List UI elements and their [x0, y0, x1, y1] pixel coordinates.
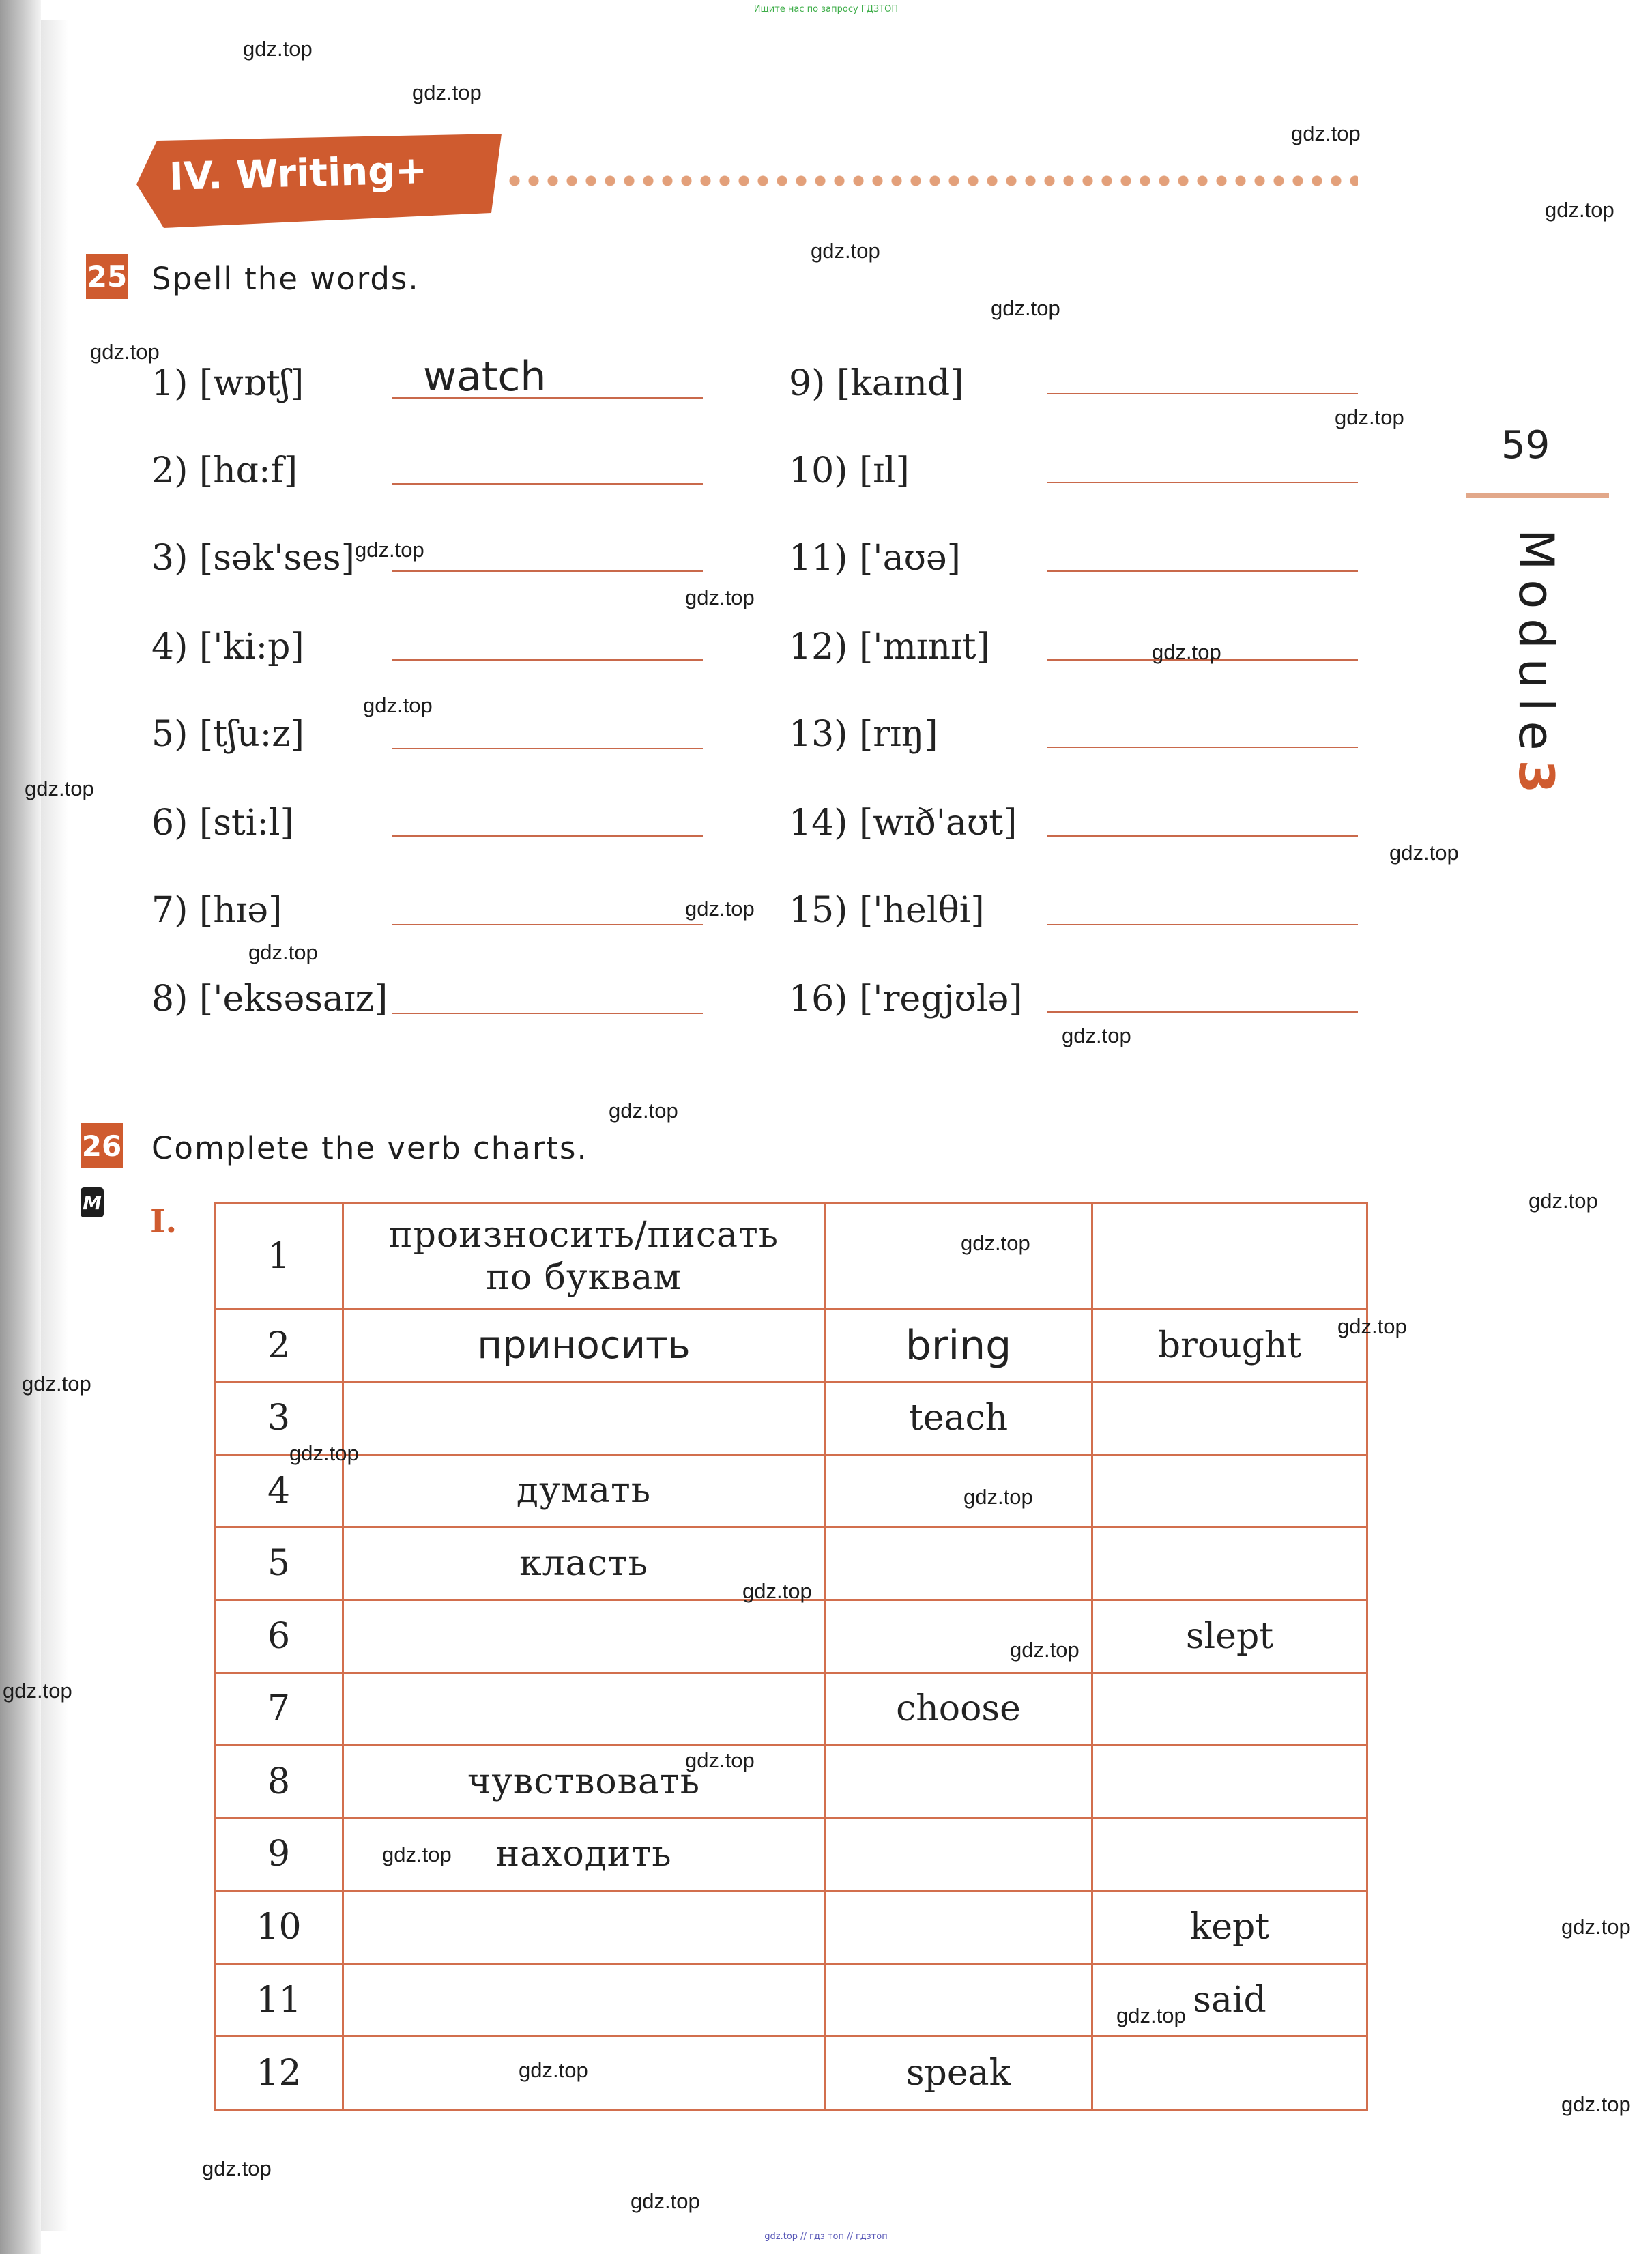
- table-row: [215, 1963, 1367, 2036]
- answer-line[interactable]: [1047, 835, 1358, 837]
- answer-line[interactable]: [392, 659, 703, 661]
- answer-line[interactable]: [392, 1013, 703, 1014]
- row-number: 3: [215, 1382, 343, 1455]
- infinitive-cell[interactable]: [825, 1454, 1092, 1527]
- answer-line[interactable]: [392, 570, 703, 572]
- answer-line[interactable]: [1047, 570, 1358, 572]
- phonetic-item: 3) [sək'ses]: [151, 538, 355, 579]
- watermark: gdz.top: [25, 777, 94, 800]
- watermark: gdz.top: [22, 1372, 91, 1396]
- watermark: gdz.top: [685, 897, 755, 921]
- past-form-cell[interactable]: [1092, 1673, 1367, 1746]
- watermark: gdz.top: [1116, 2004, 1186, 2027]
- answer-line[interactable]: [392, 748, 703, 749]
- watermark: gdz.top: [1528, 1189, 1598, 1213]
- phonetic-item: 16) ['regjʊlə]: [789, 979, 1023, 1020]
- phonetic-item: 7) [hɪə]: [151, 890, 282, 931]
- past-form-cell: slept: [1092, 1600, 1367, 1673]
- past-form-cell: brought: [1092, 1309, 1367, 1382]
- answer-line[interactable]: [1047, 924, 1358, 925]
- module-number: 3: [1508, 760, 1564, 803]
- watermark: gdz.top: [289, 1441, 359, 1465]
- table-row: [215, 1600, 1367, 1673]
- russian-verb: чувствовать: [343, 1746, 825, 1819]
- answer-line[interactable]: [392, 924, 703, 925]
- phonetic-item: 6) [sti:l]: [151, 803, 294, 843]
- row-number: 1: [215, 1204, 343, 1310]
- watermark: gdz.top: [685, 586, 755, 609]
- chart-part-label: I.: [150, 1202, 177, 1241]
- watermark: gdz.top: [1010, 1638, 1079, 1662]
- phonetic-item: 5) [tʃu:z]: [151, 714, 304, 755]
- row-number: 12: [215, 2036, 343, 2111]
- page-number: 59: [1501, 423, 1550, 467]
- task-25-badge: 25: [86, 254, 128, 299]
- phonetic-item: 10) [ɪl]: [789, 450, 910, 491]
- past-form-cell[interactable]: [1092, 2036, 1367, 2111]
- infinitive-cell[interactable]: [825, 1891, 1092, 1964]
- watermark: gdz.top: [1337, 1314, 1407, 1338]
- russian-verb[interactable]: [343, 1891, 825, 1964]
- answer-line[interactable]: [1047, 482, 1358, 483]
- answer-line[interactable]: [1047, 747, 1358, 748]
- watermark: gdz.top: [961, 1231, 1030, 1255]
- row-number: 8: [215, 1746, 343, 1819]
- russian-verb: находить: [343, 1818, 825, 1891]
- module-label: [1508, 529, 1564, 815]
- answer-line[interactable]: [392, 483, 703, 485]
- past-form-cell[interactable]: [1092, 1382, 1367, 1455]
- phonetic-item: 11) ['aʊə]: [789, 538, 961, 579]
- row-number: 6: [215, 1600, 343, 1673]
- bottom-note: gdz.top // гдз топ // гдзтоп: [764, 2231, 888, 2242]
- table-row: [215, 1309, 1367, 1382]
- watermark: gdz.top: [991, 296, 1060, 320]
- table-row: [215, 1382, 1367, 1455]
- infinitive-cell[interactable]: [825, 1204, 1092, 1310]
- watermark: gdz.top: [363, 693, 433, 717]
- watermark: gdz.top: [609, 1099, 678, 1123]
- watermark: gdz.top: [1561, 1915, 1631, 1939]
- watermark: gdz.top: [631, 2189, 700, 2213]
- russian-verb[interactable]: [343, 1382, 825, 1455]
- verb-chart: [214, 1202, 1366, 2111]
- infinitive-cell[interactable]: bring: [825, 1309, 1092, 1382]
- module-word: Module: [1508, 529, 1564, 760]
- watermark: gdz.top: [1291, 121, 1361, 145]
- past-form-cell: kept: [1092, 1891, 1367, 1964]
- past-form-cell[interactable]: [1092, 1818, 1367, 1891]
- infinitive-cell[interactable]: [825, 1818, 1092, 1891]
- table-row: [215, 1891, 1367, 1964]
- row-number: 5: [215, 1527, 343, 1600]
- table-row: [215, 1746, 1367, 1819]
- watermark: gdz.top: [3, 1679, 72, 1703]
- page-edge: [41, 20, 68, 2231]
- russian-verb[interactable]: [343, 1963, 825, 2036]
- phonetic-item: 12) ['mɪnɪt]: [789, 626, 990, 667]
- watermark: gdz.top: [1335, 405, 1404, 429]
- infinitive-cell[interactable]: [825, 1527, 1092, 1600]
- watermark: gdz.top: [243, 37, 313, 61]
- watermark: gdz.top: [742, 1579, 812, 1603]
- russian-verb[interactable]: приносить: [343, 1309, 825, 1382]
- past-form-cell[interactable]: [1092, 1527, 1367, 1600]
- row-number: 7: [215, 1673, 343, 1746]
- row-number: 10: [215, 1891, 343, 1964]
- task-26-title: Complete the verb charts.: [151, 1130, 588, 1166]
- russian-verb: произносить/писать по буквам: [343, 1204, 825, 1310]
- russian-verb: думать: [343, 1454, 825, 1527]
- row-number: 9: [215, 1818, 343, 1891]
- table-row: [215, 1673, 1367, 1746]
- watermark: gdz.top: [90, 340, 160, 364]
- phonetic-item: 15) ['helθi]: [789, 890, 985, 931]
- past-form-cell: said: [1092, 1963, 1367, 2036]
- russian-verb[interactable]: [343, 1673, 825, 1746]
- page-number-rule: [1466, 493, 1609, 498]
- watermark: gdz.top: [963, 1485, 1033, 1509]
- watermark: gdz.top: [1561, 2092, 1631, 2116]
- phonetic-item: 2) [hɑ:f]: [151, 450, 298, 491]
- m-badge: M: [81, 1187, 104, 1217]
- row-number: 4: [215, 1454, 343, 1527]
- watermark: gdz.top: [685, 1748, 755, 1772]
- section-title: IV. Writing+: [169, 148, 428, 199]
- watermark: gdz.top: [1545, 198, 1614, 222]
- answer-line[interactable]: [392, 397, 703, 399]
- table-row: [215, 2036, 1367, 2111]
- watermark: gdz.top: [248, 940, 318, 964]
- infinitive-cell: choose: [825, 1673, 1092, 1746]
- watermark: gdz.top: [412, 81, 482, 104]
- phonetic-item: 4) ['ki:p]: [151, 626, 304, 667]
- phonetic-item: 1) [wɒtʃ]: [151, 363, 304, 404]
- answer-line[interactable]: [1047, 393, 1358, 394]
- watermark: gdz.top: [519, 2058, 588, 2082]
- row-number: 2: [215, 1309, 343, 1382]
- watermark: gdz.top: [811, 239, 880, 263]
- watermark: gdz.top: [1152, 640, 1221, 664]
- watermark: gdz.top: [1062, 1024, 1131, 1047]
- task-25-title: Spell the words.: [151, 261, 420, 297]
- infinitive-cell[interactable]: [825, 1746, 1092, 1819]
- watermark: gdz.top: [382, 1843, 452, 1866]
- phonetic-item: 14) [wɪð'aʊt]: [789, 803, 1017, 843]
- answer-line[interactable]: [1047, 1011, 1358, 1013]
- answer-text[interactable]: watch: [423, 353, 547, 401]
- past-form-cell[interactable]: [1092, 1204, 1367, 1310]
- answer-line[interactable]: [392, 835, 703, 837]
- phonetic-item: 9) [kaɪnd]: [789, 363, 964, 404]
- infinitive-cell[interactable]: [825, 1963, 1092, 2036]
- infinitive-cell: teach: [825, 1382, 1092, 1455]
- russian-verb: класть: [343, 1527, 825, 1600]
- table-row: [215, 1454, 1367, 1527]
- task-26-badge: 26: [81, 1123, 123, 1168]
- table-row: [215, 1204, 1367, 1310]
- russian-verb[interactable]: [343, 1600, 825, 1673]
- past-form-cell[interactable]: [1092, 1454, 1367, 1527]
- infinitive-cell: speak: [825, 2036, 1092, 2111]
- past-form-cell[interactable]: [1092, 1746, 1367, 1819]
- row-number: 11: [215, 1963, 343, 2036]
- phonetic-item: 8) ['eksəsaɪz]: [151, 979, 388, 1020]
- book-spine-shadow: [0, 0, 41, 2254]
- watermark: gdz.top: [1389, 841, 1459, 865]
- watermark: gdz.top: [202, 2156, 272, 2180]
- phonetic-item: 13) [rɪŋ]: [789, 714, 938, 755]
- watermark: gdz.top: [355, 538, 424, 562]
- top-note: Ищите нас по запросу ГДЗТОП: [753, 4, 899, 14]
- banner-dotted-line: [505, 173, 1358, 188]
